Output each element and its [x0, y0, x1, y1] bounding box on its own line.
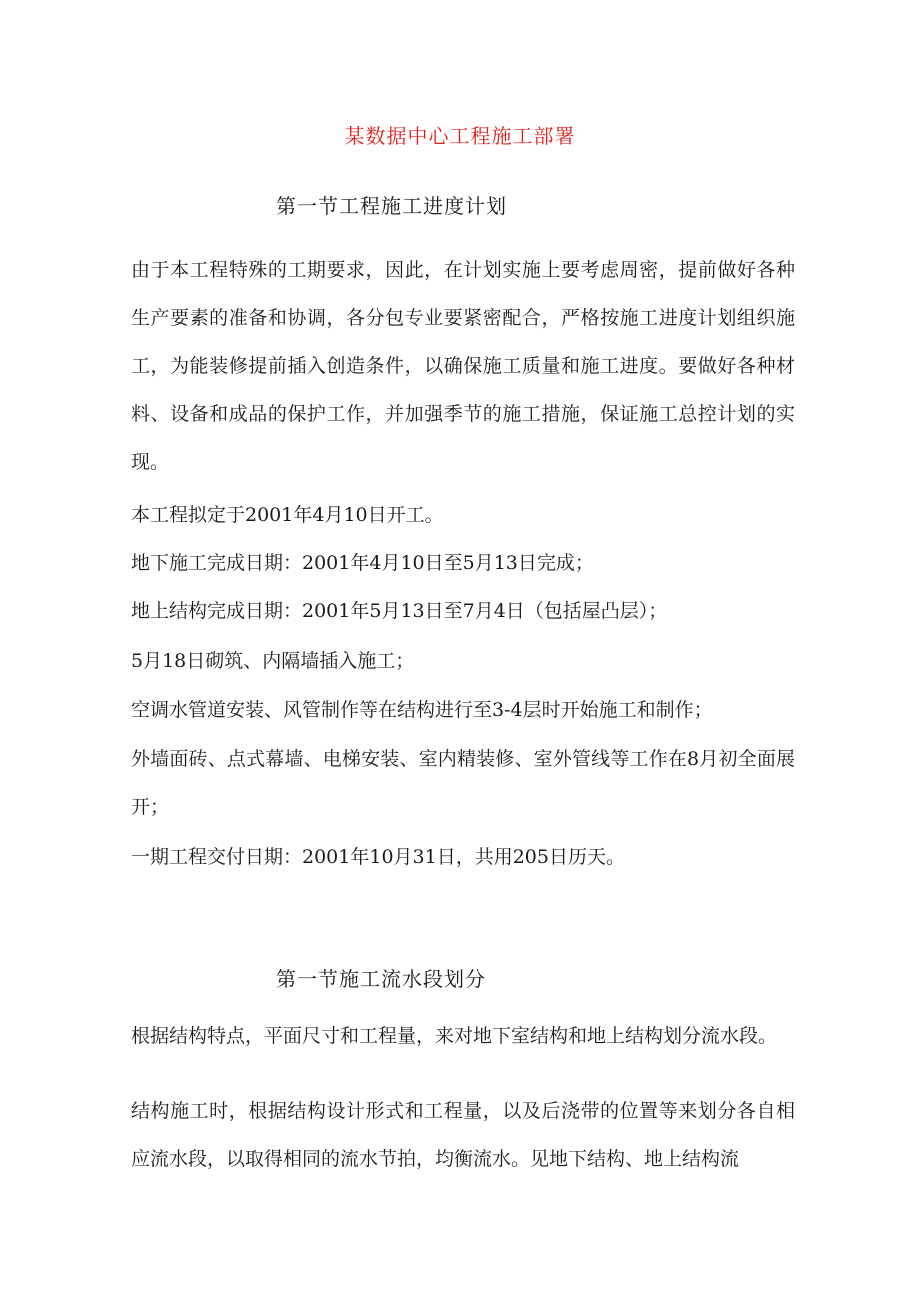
paragraph-masonry: 5月18日砌筑、内隔墙插入施工；: [131, 650, 415, 672]
document-title: 某数据中心工程施工部署: [344, 124, 576, 148]
paragraph-start-date: 本工程拟定于2001年4月10日开工。: [131, 504, 444, 526]
section-heading-schedule: 第一节工程施工进度计划: [276, 194, 507, 218]
paragraph-aboveground-completion: 地上结构完成日期：2001年5月13日至7月4日（包括屋凸层）；: [131, 600, 668, 622]
paragraph-schedule-intro: 由于本工程特殊的工期要求，因此，在计划实施上要考虑周密，提前做好各种生产要素的准备和协调，各分包专业要紧密配合，严格按施工进度计划组织施工，为能装修提前插入创造条件，以确保施工质量和施工进度。要做好各种材料、设备和成品的保护工作，并加强季节的施工措施，保证施工总控计划的实现。: [131, 259, 795, 473]
paragraph-exterior-works: 外墙面砖、点式幕墙、电梯安装、室内精装修、室外管线等工作在8月初全面展开；: [131, 748, 795, 818]
section-heading-flow-division: 第一节施工流水段划分: [276, 967, 486, 991]
paragraph-flow-basis: 根据结构特点，平面尺寸和工程量，来对地下室结构和地上结构划分流水段。: [131, 1025, 778, 1047]
paragraph-underground-completion: 地下施工完成日期：2001年4月10日至5月13日完成；: [131, 552, 594, 574]
paragraph-hvac: 空调水管道安装、风管制作等在结构进行至3-4层时开始施工和制作；: [131, 699, 713, 721]
paragraph-delivery-date: 一期工程交付日期：2001年10月31日，共用205日历天。: [131, 846, 625, 868]
paragraph-flow-details: 结构施工时，根据结构设计形式和工程量，以及后浇带的位置等来划分各自相应流水段，以取得相同的流水节拍，均衡流水。见地下结构、地上结构流: [131, 1100, 795, 1170]
